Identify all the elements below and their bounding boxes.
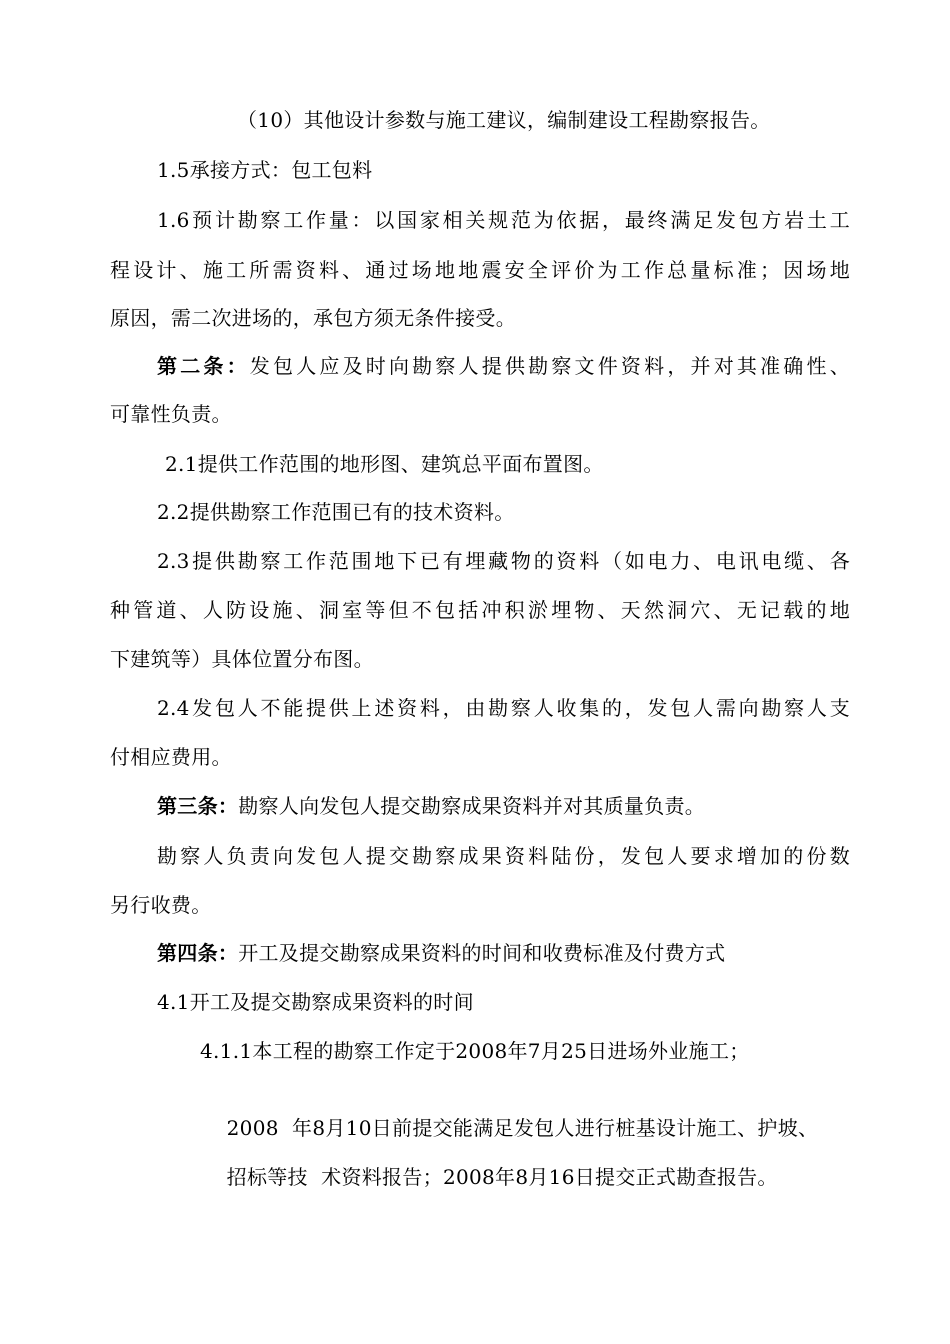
paragraph-line (110, 596, 850, 624)
line-text: 下建筑等）具体位置分布图。 (110, 647, 374, 671)
paragraph-line (110, 256, 850, 284)
paragraph-line (110, 743, 232, 771)
paragraph-line (157, 842, 850, 870)
paragraph-line (157, 547, 850, 575)
line-text: 勘察人负责向发包人提交勘察成果资料陆份，发包人要求增加的份数 (157, 844, 850, 868)
line-text: 1.5承接方式：包工包料 (157, 158, 373, 182)
paragraph-line (110, 891, 212, 919)
line-text: 4.1.1本工程的勘察工作定于2008年7月25日进场外业施工； (200, 1039, 750, 1063)
line-text: 2.4发包人不能提供上述资料，由勘察人收集的，发包人需向勘察人支 (157, 696, 850, 720)
line-text: 2008 年8月10日前提交能满足发包人进行桩基设计施工、护坡、 (226, 1116, 819, 1140)
line-text: 程设计、施工所需资料、通过场地地震安全评价为工作总量标准；因场地 (110, 258, 850, 282)
article-label: 第三条： (157, 794, 239, 818)
paragraph-line (157, 988, 474, 1016)
line-text: 2.3提供勘察工作范围地下已有埋藏物的资料（如电力、电讯电缆、各 (157, 549, 850, 573)
line-text: 另行收费。 (110, 893, 212, 917)
line-text: 开工及提交勘察成果资料的时间和收费标准及付费方式 (238, 941, 726, 965)
article-heading-line (157, 352, 850, 380)
line-text: 勘察人向发包人提交勘察成果资料并对其质量负责。 (238, 794, 706, 818)
paragraph-line (200, 1037, 750, 1065)
article-label: 第四条： (157, 941, 239, 965)
article-heading-line (157, 939, 725, 967)
line-text: 种管道、人防设施、洞室等但不包括冲积淤埋物、天然洞穴、无记载的地 (110, 598, 850, 622)
line-text: 4.1开工及提交勘察成果资料的时间 (157, 990, 474, 1014)
line-text: （10）其他设计参数与施工建议，编制建设工程勘察报告。 (237, 108, 771, 132)
article-heading-line (157, 792, 705, 820)
paragraph-line (110, 304, 516, 332)
paragraph-line (157, 206, 850, 234)
paragraph-line (110, 400, 232, 428)
paragraph-line (157, 498, 515, 526)
line-text: 2.1提供工作范围的地形图、建筑总平面布置图。 (165, 452, 604, 476)
paragraph-line (157, 156, 372, 184)
line-text: 可靠性负责。 (110, 402, 232, 426)
line-text: 2.2提供勘察工作范围已有的技术资料。 (157, 500, 515, 524)
line-text: 发包人应及时向勘察人提供勘察文件资料，并对其准确性、 (249, 354, 850, 378)
line-text: 付相应费用。 (110, 745, 232, 769)
paragraph-line (237, 106, 771, 134)
paragraph-line (165, 450, 604, 478)
paragraph-line (157, 694, 850, 722)
line-text: 招标等技 术资料报告；2008年8月16日提交正式勘查报告。 (226, 1165, 778, 1189)
article-label: 第二条： (157, 354, 250, 378)
line-text: 原因，需二次进场的，承包方须无条件接受。 (110, 306, 516, 330)
paragraph-line (110, 645, 374, 673)
paragraph-line (200, 1135, 778, 1219)
line-text: 1.6预计勘察工作量：以国家相关规范为依据，最终满足发包方岩土工 (157, 208, 850, 232)
